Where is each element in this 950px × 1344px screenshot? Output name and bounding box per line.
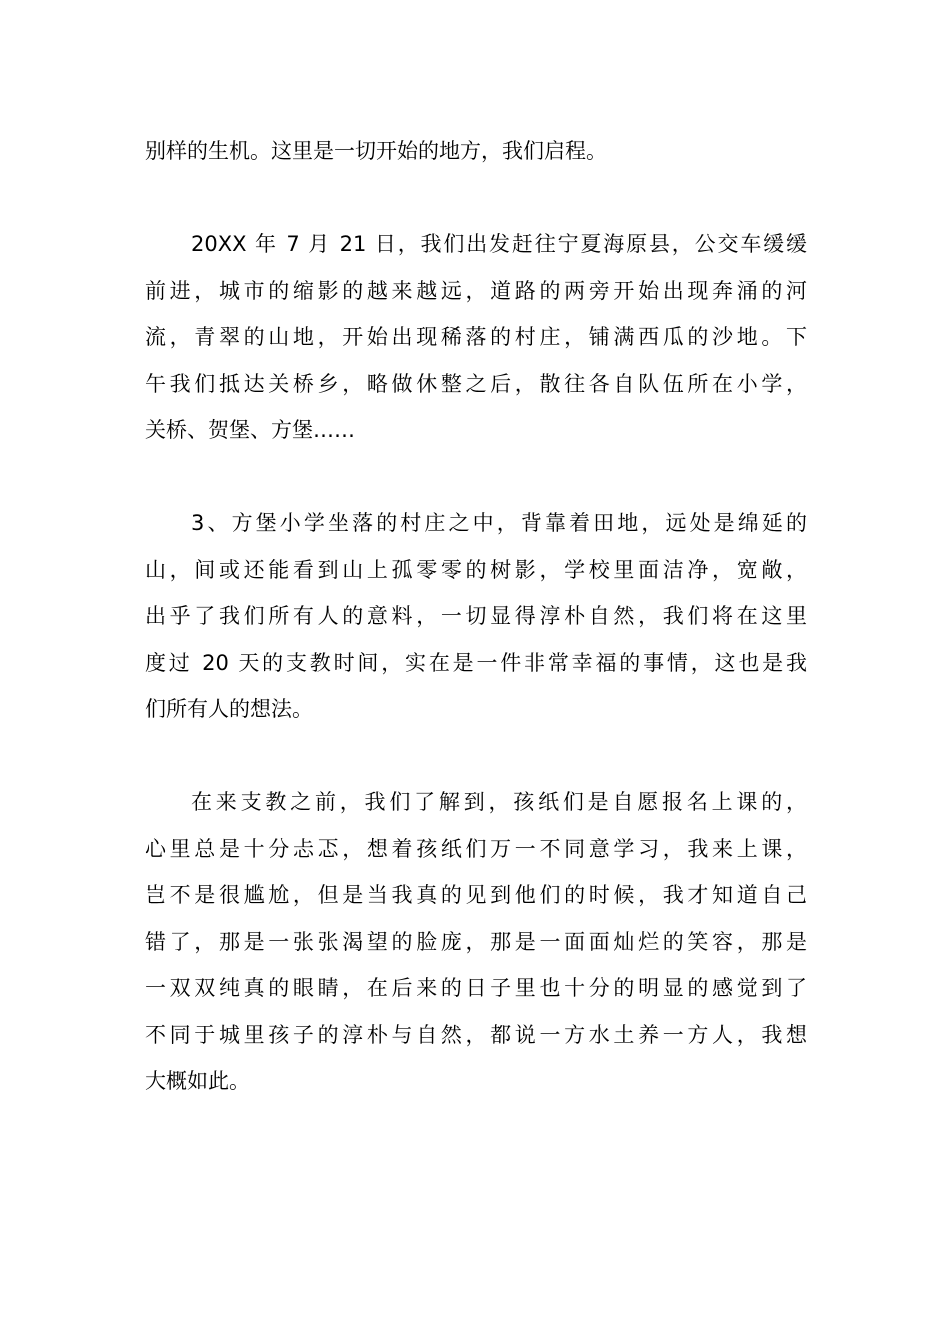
text-line: 不同于城里孩子的淳朴与自然，都说一方水土养一方人，我想	[145, 1022, 807, 1047]
text-line: 度过 20 天的支教时间，实在是一件非常幸福的事情，这也是我	[145, 650, 807, 675]
text-line: 20XX 年 7 月 21 日，我们出发赶往宁夏海原县，公交车缓缓	[191, 232, 807, 256]
paragraph-2	[145, 221, 807, 454]
text-line: 大概如此。	[145, 1069, 250, 1093]
text-line: 岂不是很尴尬，但是当我真的见到他们的时候，我才知道自己	[145, 883, 807, 907]
document-page	[145, 128, 807, 1151]
text-line: 午我们抵达关桥乡，略做休整之后，散往各自队伍所在小学，	[145, 371, 807, 396]
text-line: 前进，城市的缩影的越来越远，道路的两旁开始出现奔涌的河	[145, 278, 807, 303]
paragraph-1	[145, 128, 807, 175]
text-line: 出乎了我们所有人的意料，一切显得淳朴自然，我们将在这里	[145, 604, 807, 628]
text-line: 在来支教之前，我们了解到，孩纸们是自愿报名上课的，	[191, 790, 807, 814]
text-line: 一双双纯真的眼睛，在后来的日子里也十分的明显的感觉到了	[145, 976, 807, 1000]
text-line: 3、方堡小学坐落的村庄之中，背靠着田地，远处是绵延的	[191, 511, 807, 535]
text-line: 山，间或还能看到山上孤零零的树影，学校里面洁净，宽敞，	[145, 557, 807, 582]
paragraph-3	[145, 500, 807, 733]
text-line: 错了，那是一张张渴望的脸庞，那是一面面灿烂的笑容，那是	[145, 929, 807, 954]
text-line: 心里总是十分忐忑，想着孩纸们万一不同意学习，我来上课，	[145, 836, 807, 861]
text-line: 们所有人的想法。	[145, 697, 313, 721]
text-line: 关桥、贺堡、方堡……	[145, 418, 355, 442]
paragraph-4	[145, 779, 807, 1105]
text-line: 别样的生机。这里是一切开始的地方，我们启程。	[145, 139, 607, 163]
text-line: 流，青翠的山地，开始出现稀落的村庄，铺满西瓜的沙地。下	[145, 325, 807, 349]
